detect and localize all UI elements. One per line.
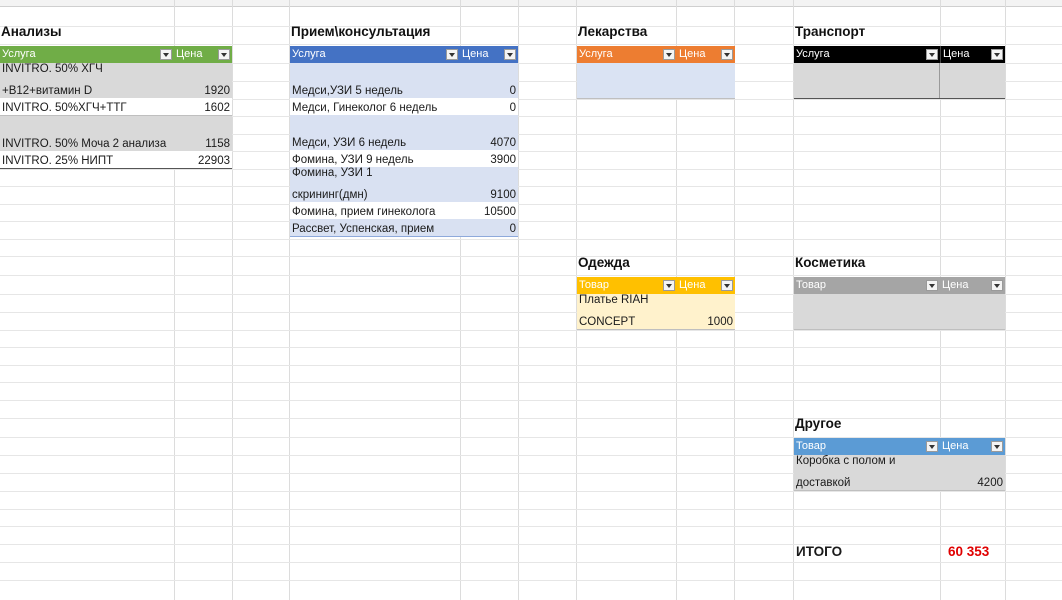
transport-col-service[interactable]: Услуга	[794, 46, 940, 63]
medicine-col-price[interactable]: Цена	[677, 46, 735, 63]
filter-dropdown-icon[interactable]	[663, 280, 675, 291]
table-row[interactable]: INVITRO. 50% Моча 2 анализа 1158	[0, 116, 232, 151]
other-col-price[interactable]: Цена	[940, 438, 1005, 455]
other-header	[794, 438, 1005, 455]
filter-dropdown-icon[interactable]	[926, 49, 938, 60]
consult-title: Прием\консультация	[291, 24, 431, 39]
table-row[interactable]: INVITRO. 50% ХГЧ +B12+витамин D 1920	[2, 63, 230, 97]
transport-title: Транспорт	[795, 24, 866, 39]
table-row[interactable]: Фомина, прием гинеколога 10500	[290, 202, 518, 219]
clothes-table	[577, 255, 735, 330]
medicine-title: Лекарства	[578, 24, 648, 39]
medicine-col-service[interactable]: Услуга	[577, 46, 677, 63]
clothes-header	[577, 277, 735, 294]
analyses-col-service[interactable]: Услуга	[0, 46, 174, 63]
total-label: ИТОГО	[796, 544, 843, 559]
medicine-table	[577, 24, 735, 99]
analyses-col-price[interactable]: Цена	[174, 46, 232, 63]
other-table	[794, 416, 1005, 491]
consult-col-price[interactable]: Цена	[460, 46, 518, 63]
cosmetics-col-item[interactable]: Товар	[794, 277, 940, 294]
table-row[interactable]: Медси, Гинеколог 6 недель 0	[290, 98, 518, 115]
transport-table	[794, 24, 1005, 99]
cosmetics-col-price[interactable]: Цена	[940, 277, 1005, 294]
filter-dropdown-icon[interactable]	[926, 441, 938, 452]
filter-dropdown-icon[interactable]	[504, 49, 516, 60]
column-header-strip	[0, 0, 1062, 7]
consult-header	[290, 46, 518, 63]
clothes-col-price[interactable]: Цена	[677, 277, 735, 294]
clothes-title: Одежда	[578, 255, 630, 270]
table-row[interactable]: Коробка с полом и доставкой 4200	[796, 455, 1003, 489]
filter-dropdown-icon[interactable]	[991, 280, 1003, 291]
clothes-col-item[interactable]: Товар	[577, 277, 677, 294]
table-row[interactable]: Фомина, УЗИ 1 скрининг(дмн) 9100	[292, 167, 516, 201]
filter-dropdown-icon[interactable]	[991, 441, 1003, 452]
analyses-header	[0, 46, 232, 63]
total-value[interactable]: 60 353	[948, 544, 990, 559]
table-row[interactable]	[794, 63, 1005, 99]
table-row[interactable]: Рассвет, Успенская, прием 0	[290, 219, 518, 237]
consult-table	[290, 24, 518, 237]
filter-dropdown-icon[interactable]	[991, 49, 1003, 60]
filter-dropdown-icon[interactable]	[446, 49, 458, 60]
filter-dropdown-icon[interactable]	[663, 49, 675, 60]
transport-col-price[interactable]: Цена	[940, 46, 1005, 63]
other-col-item[interactable]: Товар	[794, 438, 940, 455]
filter-dropdown-icon[interactable]	[160, 49, 172, 60]
other-title: Другое	[795, 416, 842, 431]
table-row[interactable]: INVITRO. 25% НИПТ 22903	[0, 151, 232, 169]
cosmetics-header	[794, 277, 1005, 294]
table-row[interactable]	[577, 63, 735, 99]
analyses-title: Анализы	[1, 24, 62, 39]
table-row[interactable]: INVITRO. 50%ХГЧ+ТТГ 1602	[0, 98, 232, 116]
filter-dropdown-icon[interactable]	[218, 49, 230, 60]
table-row[interactable]: Медси,УЗИ 5 недель 0	[290, 63, 518, 98]
consult-col-service[interactable]: Услуга	[290, 46, 460, 63]
transport-header	[794, 46, 1005, 63]
medicine-header	[577, 46, 735, 63]
cosmetics-table	[794, 255, 1005, 330]
table-row[interactable]: Платье RIAH CONCEPT 1000	[579, 294, 733, 328]
analyses-table	[0, 24, 232, 169]
filter-dropdown-icon[interactable]	[721, 49, 733, 60]
table-row[interactable]: Медси, УЗИ 6 недель 4070	[290, 115, 518, 150]
filter-dropdown-icon[interactable]	[926, 280, 938, 291]
filter-dropdown-icon[interactable]	[721, 280, 733, 291]
table-row[interactable]: Фомина, УЗИ 9 недель 3900	[290, 150, 518, 167]
cosmetics-title: Косметика	[795, 255, 866, 270]
table-row[interactable]	[794, 294, 1005, 330]
